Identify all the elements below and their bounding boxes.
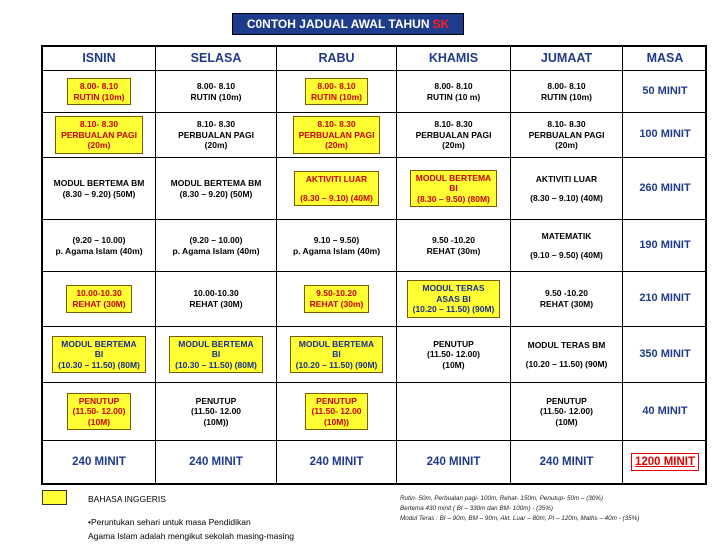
timetable-cell [511,71,623,112]
slot-text: 8.00- 8.10 [547,80,586,91]
slot-text: REHAT (30M) [539,299,594,309]
header-row [43,47,705,71]
timetable [41,45,707,485]
timetable-cell [156,327,277,382]
timetable-cell [156,272,277,326]
timetable-cell [397,158,511,219]
slot-text: PERBUALAN PAGI [61,129,137,140]
timetable-cell [511,220,623,271]
timetable-cell [511,327,623,382]
timetable-cell [277,383,397,440]
slot-text: 8.10- 8.30 [317,119,356,130]
slot-text: (10.30 – 11.50) (80M) [175,359,257,370]
slot-text: (11.50- 12.00 [190,406,242,417]
masa-cell: 350 MINIT [639,347,691,360]
slot [178,119,254,151]
slot-text: 9.50 -10.20 [431,234,475,245]
slot-text: (10.30 – 11.50) (80M) [58,359,140,370]
slot-text: MODUL TERAS BM [527,339,606,350]
slot-text: p. Agama Islam (40m) [55,245,143,256]
total-jumaat: 240 MINIT [511,441,623,483]
slot [55,235,142,256]
slot-text: MODUL BERTEMA [61,338,137,349]
slot-text: PERBUALAN PAGI [528,129,605,140]
slot-text: MODUL BERTEMA [178,338,254,349]
slot-text: (10M) [442,359,465,370]
slot-text: PENUTUP [316,395,357,406]
highlighted-slot [294,171,379,206]
table-row [43,383,705,441]
slot [427,81,480,102]
slot-text: (10M)) [323,416,349,427]
timetable-cell [397,327,511,382]
timetable-cell [43,71,156,112]
highlighted-slot [407,280,501,318]
timetable-cell [156,220,277,271]
slot [529,119,605,151]
header-masa: MASA [646,50,684,65]
masa-cell: 40 MINIT [642,404,688,417]
slot [171,178,262,199]
slot [190,81,241,102]
slot [540,288,593,309]
highlighted-slot [169,336,263,374]
slot [191,396,241,428]
slot-text: PERBUALAN PAGI [415,129,492,140]
timetable-cell [43,383,156,440]
header-rabu: RABU [277,47,397,70]
slot-text: 10.00-10.30 [76,288,122,299]
slot-text: 9.50-10.20 [316,288,357,299]
highlighted-slot [66,285,131,312]
slot-text: REHAT (30M) [189,299,243,309]
slot [530,231,603,260]
legend-color-swatch [42,490,67,505]
slot-text: ASAS BI [436,293,471,304]
slot-text: RUTIN (10 m) [426,91,481,102]
timetable-cell [43,272,156,326]
slot-text: AKTIVITI LUAR [305,173,368,184]
grand-total-cell [623,441,707,483]
highlighted-slot [67,78,130,105]
total-selasa: 240 MINIT [156,441,277,483]
slot-text: (20m) [87,140,111,151]
timetable-cell [43,113,156,157]
timetable-cell [277,220,397,271]
slot-text: (20m) [204,140,228,151]
summary-line-3: Modul Teras : BI – 90m, BM – 90m, Akt. Luar – 80m, PI – 120m, Maths – 40m - (35%) [400,515,640,522]
slot-text: RUTIN (10m) [540,91,592,102]
note-line-1: •Peruntukan sehari untuk masa Pendidikan [88,517,251,527]
slot-text: 8.00- 8.10 [79,80,119,91]
highlighted-slot [304,285,370,312]
slot-text: (9.10 – 9.50) (40M) [530,249,603,260]
timetable-cell [43,327,156,382]
timetable-cell [511,158,623,219]
slot-text: RUTIN (10m) [190,91,242,102]
masa-cell: 50 MINIT [642,84,688,97]
table-row [43,220,705,272]
header-jumaat: JUMAAT [511,47,623,70]
slot-text: p. Agama Islam (40m) [172,245,260,256]
slot [189,288,242,309]
legend-label: BAHASA INGGERIS [88,494,166,504]
masa-cell: 210 MINIT [639,292,691,305]
slot-text: (9.20 – 10.00) [189,234,243,245]
slot-text: REHAT (30m) [426,245,481,256]
timetable-cell [277,113,397,157]
slot-text: 9.50 -10.20 [544,288,588,299]
slot-text: (10M) [555,416,578,427]
slot-text: p. Agama Islam (40m) [292,245,381,256]
slot [541,81,592,102]
slot [293,235,380,256]
slot-text: (11.50- 12.00) [540,406,593,417]
slot-text: 8.10- 8.30 [547,119,586,130]
highlighted-slot [305,78,368,105]
slot-text: (8.30 – 9.20) (50M) [179,188,253,199]
slot-text: MODUL BERTEMA BM [170,177,262,188]
slot-text: PENUTUP [195,395,237,406]
timetable-cell [43,158,156,219]
timetable-cell [277,272,397,326]
slot-text: MODUL TERAS [422,283,485,294]
timetable-cell [397,220,511,271]
slot-text: (10M)) [203,416,229,427]
slot [416,119,492,151]
timetable-cell [156,158,277,219]
slot-text: 9.10 – 9.50) [313,234,360,245]
timetable-cell [156,383,277,440]
slot-text: AKTIVITI LUAR [535,173,598,184]
slot-text: (10.20 – 11.50) (90M) [525,358,608,369]
slot [427,235,481,256]
highlighted-slot [305,393,367,431]
note-line-2: Agama Islam adalah mengikut sekolah masing-masing [88,531,294,541]
slot-text: BI [332,349,341,360]
slot-text: (9.20 – 10.00) [72,234,126,245]
slot [540,396,593,428]
slot-text: (11.50- 12.00) [72,406,126,417]
slot-text: REHAT (30m) [309,299,364,309]
slot-text: BI [211,349,221,360]
slot-text: (10.20 – 11.50) (90M) [295,359,378,370]
slot-text: (8.30 – 9.10) (40M) [530,192,603,203]
highlighted-slot [410,170,497,208]
slot-text: MATEMATIK [541,230,592,241]
highlighted-slot [293,116,381,154]
timetable-cell [277,327,397,382]
slot-text: RUTIN (10m) [73,91,125,102]
slot-text: BI [94,349,104,360]
slot-text: BI [449,183,458,194]
slot-text: 8.00- 8.10 [196,80,236,91]
slot [54,178,145,199]
slot [427,339,480,371]
timetable-cell [397,71,511,112]
slot-text: PENUTUP [546,395,587,406]
slot-text: PERBUALAN PAGI [178,129,254,140]
slot-text: 8.10- 8.30 [434,119,473,130]
slot [530,174,603,203]
title-text: C0NTOH JADUAL AWAL TAHUN [246,17,430,31]
summary-line-2: Bertema 430 minit ( BI – 330m dan BM- 100m) - (35%) [400,505,553,512]
slot-text: MODUL BERTEMA [298,338,375,349]
slot-text: (20m) [325,140,348,151]
slot-text: (20m) [555,140,578,151]
total-khamis: 240 MINIT [397,441,511,483]
slot-text: 8.10- 8.30 [196,119,236,130]
table-row [43,71,705,113]
table-row [43,158,705,220]
slot-text: (8.30 – 9.20) (50M) [62,188,136,199]
timetable-cell [156,113,277,157]
total-rabu: 240 MINIT [277,441,397,483]
slot-text: (8.30 – 9.50) (80M) [417,193,490,204]
header-selasa: SELASA [156,47,277,70]
highlighted-slot [290,336,384,374]
slot [172,235,259,256]
total-isnin: 240 MINIT [43,441,156,483]
slot-text: MODUL BERTEMA BM [53,177,145,188]
slot-text: 8.00- 8.10 [434,80,473,91]
masa-cell: 190 MINIT [639,238,691,251]
highlighted-slot [67,393,132,431]
slot-text: REHAT (30M) [72,299,126,309]
header-isnin: ISNIN [43,47,156,70]
slot [526,340,608,369]
slot-text: (8.30 – 9.10) (40M) [300,192,373,203]
slot-text: (10M) [87,416,111,427]
slot-text: RUTIN (10m) [310,91,362,102]
timetable-cell [511,383,623,440]
slot-text: PERBUALAN PAGI [298,129,375,140]
timetable-cell [277,71,397,112]
timetable-cell [397,383,511,440]
title-suffix: SK [432,17,450,31]
timetable-cell [397,113,511,157]
timetable-cell [277,158,397,219]
highlighted-slot [55,116,143,154]
slot-text: 8.00- 8.10 [317,80,356,91]
slot-text: 10.00-10.30 [193,288,239,299]
timetable-cell [156,71,277,112]
timetable-cell [511,113,623,157]
slot-text: MODUL BERTEMA [415,172,492,183]
slot-text: PENUTUP [78,395,120,406]
highlighted-slot [52,336,146,374]
header-khamis: KHAMIS [397,47,511,70]
masa-cell: 260 MINIT [639,181,691,194]
slot-text: (10.20 – 11.50) (90M) [412,304,495,315]
summary-line-1: Rutin- 50m, Perbualan pagi- 100m, Rehat- 150m, Penutup- 50m – (30%) [400,495,604,502]
slot-text: 8.10- 8.30 [79,119,119,130]
slot-text: (20m) [442,140,465,151]
table-row [43,113,705,158]
table-row [43,327,705,383]
slot-text: (11.50- 12.00 [311,406,362,417]
masa-cell: 100 MINIT [639,128,691,141]
slot-text: (11.50- 12.00) [427,349,480,360]
totals-row [43,441,705,483]
page-title [232,13,464,35]
timetable-cell [397,272,511,326]
timetable-cell [43,220,156,271]
table-row [43,272,705,327]
timetable-cell [511,272,623,326]
grand-total: 1200 MINIT [631,453,699,471]
slot-text: PENUTUP [433,338,474,349]
